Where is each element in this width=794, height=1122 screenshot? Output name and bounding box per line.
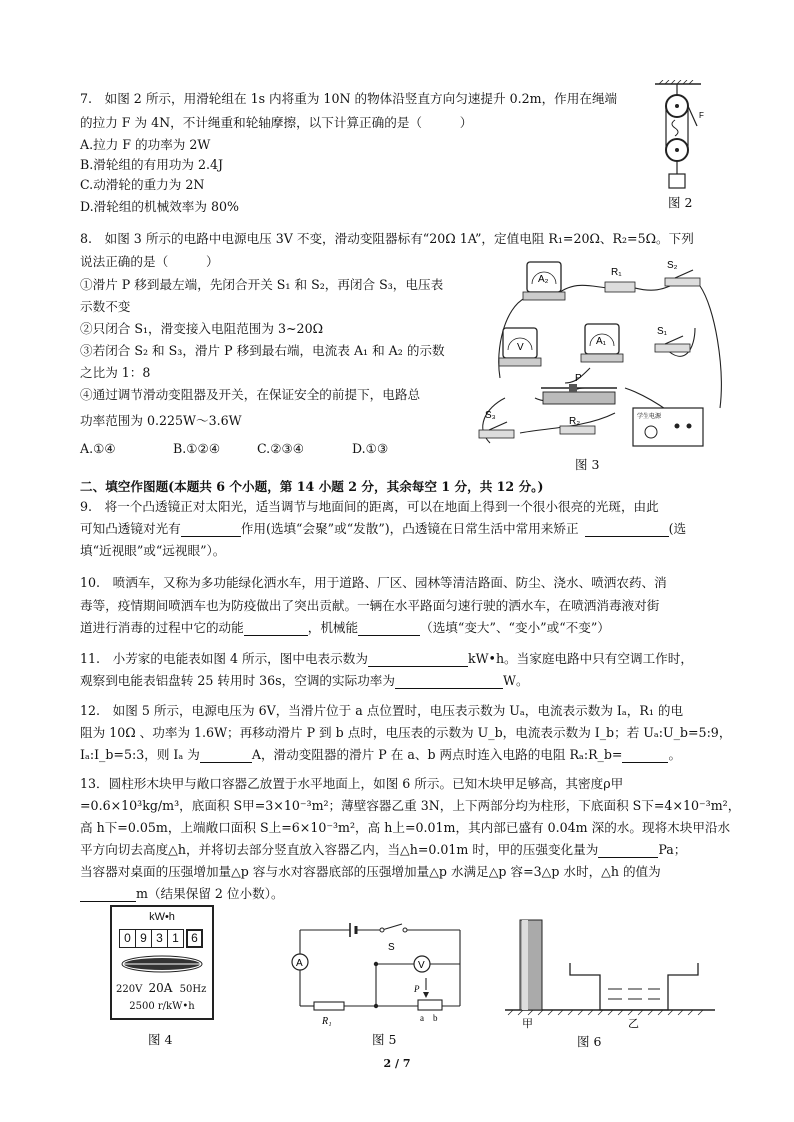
figure-4-electricity-meter [110,905,214,1020]
q13-line5: 当容器对桌面的压强增加量△p 容与水对容器底部的压强增加量△p 水满足△p 容=3△p 水时，△h 的值为 [80,864,661,879]
meter-digit: 0 [119,929,136,948]
circuit-label-a2: A₂ [538,274,549,285]
q7-option-a: A.拉力 F 的功率为 2W [80,137,211,152]
meter-digit: 1 [168,929,184,948]
q12-blank-1[interactable] [200,749,252,763]
q8-statement-2: ②只闭合 S₁，滑变接入电阻范围为 3~20Ω [80,321,324,336]
fig5-b-label: b [433,1013,438,1023]
q11-line1-part2: kW•h。当家庭电路中只有空调工作时， [467,651,693,666]
meter-spec-line [116,981,206,995]
q12-line2: 阻为 10Ω 、功率为 1.6W；再移动滑片 P 到 b 点时，电压表的示数为 U_b，电流表示数为 I_b；若 Uₐ:U_b=5:9， [80,725,732,740]
figure-6-caption: 图 6 [577,1034,602,1049]
q7-stem-line2: 的拉力 F 为 4N，不计绳重和轮轴摩擦，以下计算正确的是（ ） [80,115,473,130]
fig5-voltmeter-label: V [418,960,425,971]
q11-line1 [80,650,693,667]
figure-3-circuit [465,248,730,453]
q8-option-d: D.①③ [352,441,389,456]
q9-line1: 9. 将一个凸透镜正对太阳光，适当调节与地面间的距离，可以在地面上得到一个很小很亮的光斑，由此 [80,499,659,514]
q13-line6 [80,885,284,902]
q11-line2 [80,672,529,689]
section-2-heading: 二、填空作图题(本题共 6 个小题，第 14 小题 2 分，其余每空 1 分，共 12 分。) [80,479,544,494]
figure-3-caption: 图 3 [575,457,600,472]
q12-blank-2[interactable] [622,749,668,763]
q9-line2 [80,520,686,537]
circuit-label-v: V [517,342,524,353]
q9-line2-part2: 作用(选填“会聚”或“发散”)，凸透镜在日常生活中常用来矫正 [240,521,579,536]
fig6-yi-label: 乙 [628,1017,639,1030]
q11-line2-part1: 观察到电能表铝盘转 25 转用时 36s，空调的实际功率为 [80,673,395,688]
q8-statement-3b: 之比为 1：8 [80,365,151,380]
circuit-label-a1: A₁ [596,336,607,347]
figure-6-container [500,915,720,1030]
meter-unit: kW•h [149,911,175,923]
q12-line3-part1: Iₐ:I_b=5:3，则 Iₐ 为 [80,747,200,762]
q8-statement-4b: 功率范围为 0.225W～3.6W [80,413,242,428]
q13-line2: =0.6×10³kg/m³，底面积 S甲=3×10⁻³m²；薄壁容器乙重 3N，上下两部分均为柱形，下底面积 S下=4×10⁻³m²， [80,798,741,813]
q8-statement-1a: ①滑片 P 移到最左端，先闭合开关 S₁ 和 S₂，再闭合 S₃，电压表 [80,277,444,292]
fig5-p-label: P [414,984,420,994]
q13-line6-part1: m（结果保留 2 位小数）。 [136,886,284,901]
meter-disc-icon [118,953,206,975]
q10-line2: 毒等，疫情期间喷洒车也为防疫做出了突出贡献。一辆在水平路面匀速行驶的洒水车，在喷洒消毒液对街 [80,598,660,613]
circuit-label-r2: R₂ [569,416,581,427]
q12-line1: 12. 如图 5 所示，电源电压为 6V，当滑片位于 a 点位置时，电压表示数为 Uₐ，电流表示数为 Iₐ，R₁ 的电 [80,703,684,718]
figure-4-caption: 图 4 [148,1032,173,1047]
q12-line3 [80,746,681,763]
circuit-label-s3: S₃ [485,410,496,421]
q10-blank-2[interactable] [358,622,420,636]
q10-line3 [80,619,610,636]
q8-option-b: B.①②④ [173,441,221,456]
q8-option-a: A.①④ [80,441,116,456]
q9-line2-part1: 可知凸透镜对光有 [80,521,181,536]
meter-digit: 3 [152,929,168,948]
q10-line3-part3: （选填“变大”、“变小”或“不变”） [420,620,610,635]
q13-line4-part1: 平方向切去高度△h，并将切去部分竖直放入容器乙内，当△h=0.01m 时，甲的压强变化量为 [80,842,599,857]
q12-line3-part2: A，滑动变阻器的滑片 P 在 a、b 两点时连入电路的电阻 Rₐ:R_b= [251,747,623,762]
meter-frequency: 50Hz [179,984,207,995]
q8-stem-line2: 说法正确的是（ ） [80,254,219,269]
q7-option-d: D.滑轮组的机械效率为 80% [80,199,239,214]
fig5-r1-label: R₁ [322,1016,332,1027]
q8-statement-4a: ④通过调节滑动变阻器及开关，在保证安全的前提下，电路总 [80,387,421,402]
q9-line3: 填“近视眼”或“远视眼”）。 [80,543,226,558]
fig5-a-label: a [420,1013,424,1023]
meter-constant: 2500 r/kW•h [129,1001,195,1012]
q13-line1: 13．圆柱形木块甲与敞口容器乙放置于水平地面上，如图 6 所示。已知木块甲足够高，其密度ρ甲 [80,776,624,791]
meter-voltage: 220V [116,984,143,995]
q7-option-c: C.动滑轮的重力为 2N [80,177,205,192]
q7-option-b: B.滑轮组的有用功为 2.4J [80,157,224,172]
fig5-switch-label: S [388,942,395,953]
q11-blank-1[interactable] [368,653,468,667]
q8-option-c: C.②③④ [257,441,305,456]
q11-line2-part2: W。 [503,673,529,688]
circuit-label-p: P [575,373,582,384]
meter-current: 20A [148,981,173,995]
q10-blank-1[interactable] [244,622,308,636]
figure-2-caption: 图 2 [668,195,693,210]
q7-stem-line1: 7. 如图 2 所示，用滑轮组在 1s 内将重为 10N 的物体沿竖直方向匀速提升 0.2m，作用在绳端 [80,91,618,106]
meter-digit: 9 [136,929,152,948]
figure-5-caption: 图 5 [372,1032,397,1047]
q9-line2-part3: (选 [668,521,687,536]
q11-line1-part1: 11. 小芳家的电能表如图 4 所示，图中电表示数为 [80,651,368,666]
circuit-power-supply-label: 学生电源 [637,413,662,420]
q8-stem-line1: 8. 如图 3 所示的电路中电源电压 3V 不变，滑动变阻器标有“20Ω 1A”，定值电阻 R₁=20Ω、R₂=5Ω。下列 [80,231,694,246]
figure-5-circuit [290,920,470,1030]
q10-line1: 10. 喷洒车，又称为多功能绿化洒水车，用于道路、厂区、园林等清洁路面、防尘、浇水、喷洒农药、消 [80,575,667,590]
q8-statement-1b: 示数不变 [80,299,131,314]
q9-blank-1[interactable] [181,523,241,537]
q8-statement-3a: ③若闭合 S₂ 和 S₃，滑片 P 移到最右端，电流表 A₁ 和 A₂ 的示数 [80,343,445,358]
q13-blank-1[interactable] [598,844,658,858]
fig6-jia-label: 甲 [522,1017,533,1030]
q13-line4 [80,841,686,858]
q9-blank-2[interactable] [585,523,669,537]
q11-blank-2[interactable] [395,675,503,689]
page-number: 2 / 7 [383,1057,411,1070]
q13-blank-2[interactable] [80,888,136,902]
meter-digits [119,929,203,948]
pulley-force-label: F [699,111,704,120]
circuit-label-r1: R₁ [611,267,622,278]
q10-line3-part1: 道进行消毒的过程中它的动能 [80,620,244,635]
q10-line3-part2: ，机械能 [307,620,359,635]
meter-digit-decimal: 6 [186,929,203,948]
q12-line3-part3: 。 [668,747,682,762]
fig5-ammeter-label: A [296,958,303,969]
circuit-label-s2: S₂ [667,260,678,271]
circuit-label-s1: S₁ [657,326,668,337]
q13-line4-part2: Pa； [658,842,687,857]
q13-line3: 高 h下=0.05m，上端敞口面积 S上=6×10⁻³m²，高 h上=0.01m，其内部已盛有 0.04m 深的水。现将木块甲沿水 [80,820,731,835]
